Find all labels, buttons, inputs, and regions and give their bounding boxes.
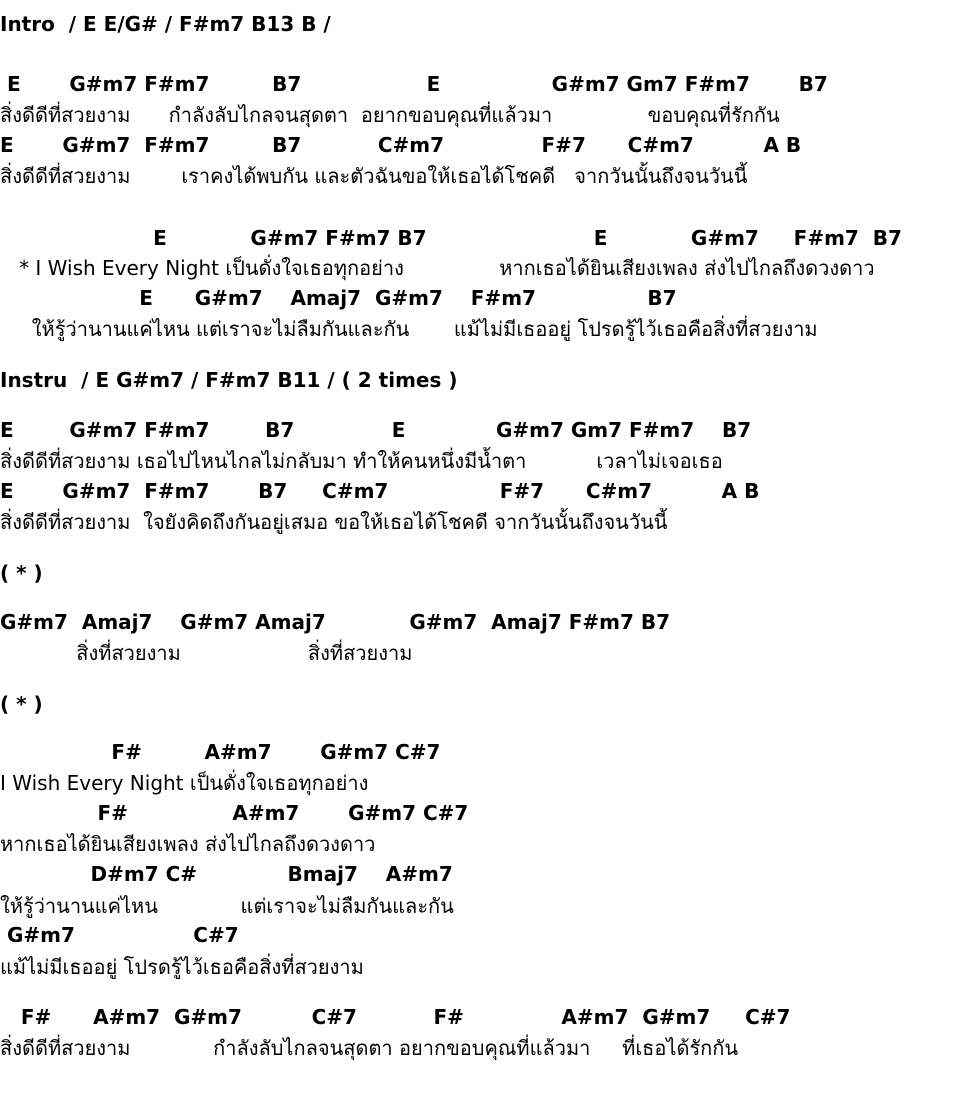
lyric-line: แม้ไม่มีเธออยู่ โปรดรู้ไว้เธอคือสิ่งที่สวยงาม bbox=[0, 955, 364, 979]
chord-line: F# A#m7 G#m7 C#7 bbox=[0, 801, 469, 825]
chord-line: G#m7 C#7 bbox=[0, 923, 239, 947]
chord-line: ( * ) bbox=[0, 692, 43, 716]
chord-line: E G#m7 F#m7 B7 E G#m7 F#m7 B7 bbox=[0, 226, 902, 250]
chord-line: E G#m7 F#m7 B7 C#m7 F#7 C#m7 A B bbox=[0, 133, 802, 157]
chord-line: ( * ) bbox=[0, 561, 43, 585]
chord-line: F# A#m7 G#m7 C#7 F# A#m7 G#m7 C#7 bbox=[0, 1005, 791, 1029]
lyric-line: ให้รู้ว่านานแค่ไหน แต่เราจะไม่ลืมกันและกัน แม้ไม่มีเธออยู่ โปรดรู้ไว้เธอคือสิ่งที่สวยงาม bbox=[0, 317, 818, 341]
lyric-line: สิ่งดีดีที่สวยงาม กำลังลับไกลจนสุดตา อยากขอบคุณที่แล้วมา ที่เธอได้รักกัน bbox=[0, 1036, 739, 1060]
lyric-line: สิ่งดีดีที่สวยงาม กำลังลับไกลจนสุดตา อยากขอบคุณที่แล้วมา ขอบคุณที่รักกัน bbox=[0, 103, 780, 127]
lyric-line: หากเธอได้ยินเสียงเพลง ส่งไปไกลถึงดวงดาว bbox=[0, 832, 376, 856]
chord-line: D#m7 C# Bmaj7 A#m7 bbox=[0, 862, 453, 886]
chord-line: E G#m7 F#m7 B7 C#m7 F#7 C#m7 A B bbox=[0, 479, 760, 503]
chord-line: E G#m7 Amaj7 G#m7 F#m7 B7 bbox=[0, 286, 677, 310]
lyric-line: สิ่งดีดีที่สวยงาม เธอไปไหนไกลไม่กลับมา ทำให้คนหนึ่งมีน้ำตา เวลาไม่เจอเธอ bbox=[0, 449, 723, 473]
chord-line: E G#m7 F#m7 B7 E G#m7 Gm7 F#m7 B7 bbox=[0, 72, 828, 96]
lyric-line: สิ่งดีดีที่สวยงาม เราคงได้พบกัน และตัวฉันขอให้เธอได้โชคดี จากวันนั้นถึงจนวันนี้ bbox=[0, 164, 748, 188]
lyric-line: สิ่งที่สวยงาม สิ่งที่สวยงาม bbox=[0, 641, 413, 665]
lyric-line: ให้รู้ว่านานแค่ไหน แต่เราจะไม่ลืมกันและกัน bbox=[0, 894, 454, 918]
lyric-line: สิ่งดีดีที่สวยงาม ใจยังคิดถึงกันอยู่เสมอ ขอให้เธอได้โชคดี จากวันนั้นถึงจนวันนี้ bbox=[0, 510, 668, 534]
chord-line: G#m7 Amaj7 G#m7 Amaj7 G#m7 Amaj7 F#m7 B7 bbox=[0, 610, 671, 634]
lyric-line: I Wish Every Night เป็นดั่งใจเธอทุกอย่าง bbox=[0, 771, 369, 795]
chord-line: F# A#m7 G#m7 C#7 bbox=[0, 740, 441, 764]
chord-line: Instru / E G#m7 / F#m7 B11 / ( 2 times ) bbox=[0, 368, 458, 392]
chord-line: E G#m7 F#m7 B7 E G#m7 Gm7 F#m7 B7 bbox=[0, 418, 752, 442]
chord-line: Intro / E E/G# / F#m7 B13 B / bbox=[0, 12, 331, 36]
lyric-line: * I Wish Every Night เป็นดั่งใจเธอทุกอย่าง หากเธอได้ยินเสียงเพลง ส่งไปไกลถึงดวงดาว bbox=[0, 256, 875, 280]
